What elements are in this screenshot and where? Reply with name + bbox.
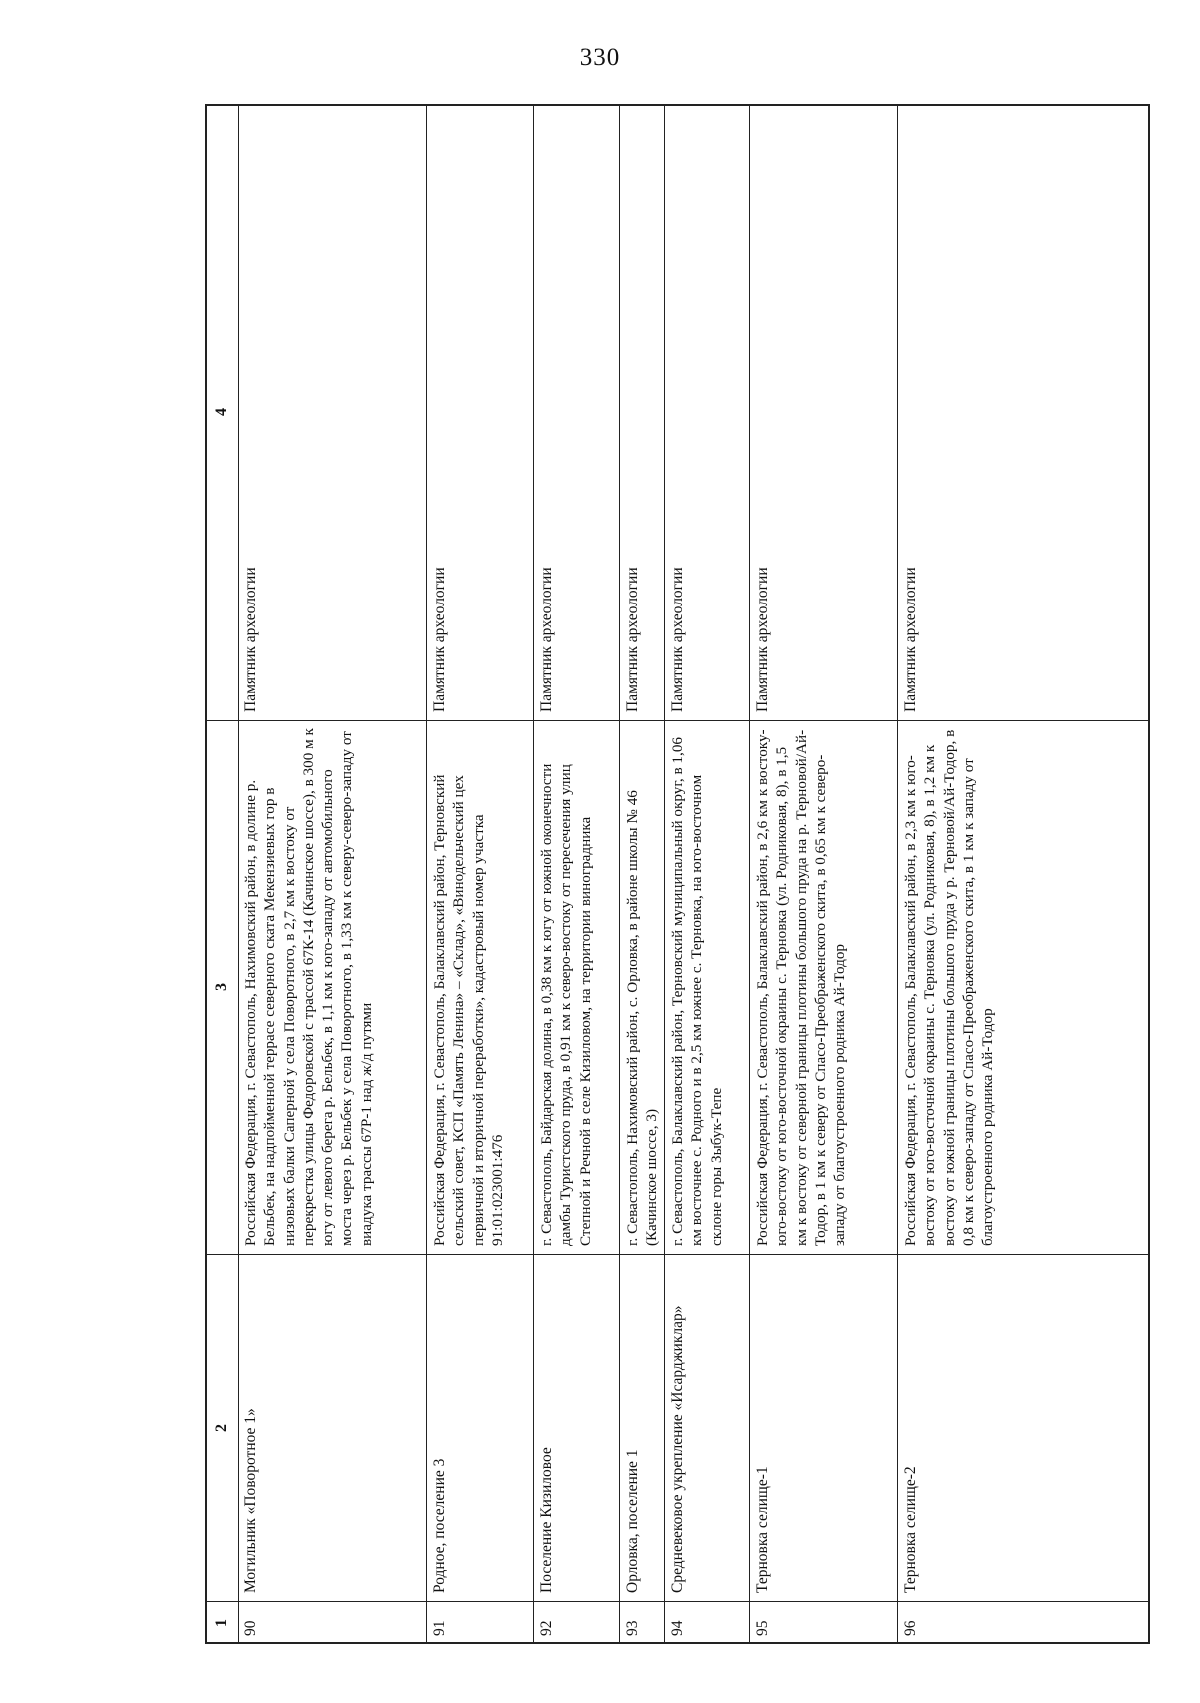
header-cell-3 bbox=[205, 720, 238, 1254]
monument-name-cell bbox=[750, 1254, 898, 1601]
monument-type-cell bbox=[238, 104, 427, 720]
monument-type-cell bbox=[427, 104, 534, 720]
monument-location: г. Севастополь, Байдарская долина, в 0,38 км к югу от южной оконечности дамбы Туристского пруда, в 0,91 км к северо-востоку от пересечения улиц Степной и Речной в селе Кизиловом, на территории виноградника bbox=[538, 763, 594, 1246]
monument-type-cell bbox=[534, 104, 620, 720]
monument-location-cell bbox=[665, 720, 750, 1254]
monument-type: Памятник археологии bbox=[902, 567, 919, 712]
row-number: 96 bbox=[902, 1620, 919, 1636]
monument-location-cell bbox=[620, 720, 665, 1254]
row-number: 91 bbox=[431, 1620, 448, 1636]
monument-name-cell bbox=[534, 1254, 620, 1601]
monument-name: Поселение Кизиловое bbox=[538, 1447, 555, 1593]
row-number: 92 bbox=[538, 1620, 555, 1636]
monument-location: Российская Федерация, г. Севастополь, Балаклавский район, в 2,3 км к юго-востоку от юго-восточной окраины с. Терновка (ул. Родниковая, 8), в 1,2 км к востоку от южной границы плотины большого пруда у р. Терновой/Ай-Тодор, в 0,8 км к северо-западу от Спасо-Преображенского скита, в 1 км к западу от благоустроенного родника Ай-Тодор bbox=[902, 729, 997, 1246]
row-number-cell bbox=[665, 1601, 750, 1644]
monument-location-cell bbox=[238, 720, 427, 1254]
monument-type: Памятник археологии bbox=[754, 567, 771, 712]
monument-location-cell bbox=[427, 720, 534, 1254]
monument-type: Памятник археологии bbox=[624, 567, 641, 712]
monument-name: Могильник «Поворотное 1» bbox=[242, 1408, 259, 1593]
monument-location: Российская Федерация, г. Севастополь, Нахимовский район, в долине р. Бельбек, на надпойменной террасе северного ската Мекензиевых гор в низовьях балки Саперной у села Поворотного, в 2,7 км к востоку от перекрестка улицы Федоровской с трассой 67К-14 (Качинское шоссе), в 300 м к югу от левого берега р. Бельбек, в 1,1 км к юго-западу от автомобильного моста через р. Бельбек у села Поворотного, в 1,33 км к северу-северо-западу от виадука трассы 67Р-1 над ж/д путями bbox=[242, 728, 375, 1246]
monument-location: Российская Федерация, г. Севастополь, Балаклавский район, в 2,6 км к востоку-юго-востоку от юго-восточной окраины с. Терновка (ул. Родниковая, 8), в 1,5 км к востоку от северной границы плотины большого пруда на р. Терновой/Ай-Тодор, в 1 км к северу от Спасо-Преображенского скита, в 0,65 км к северо-западу от благоустроенного родника Ай-Тодор bbox=[754, 729, 849, 1246]
column-header-4-label: 4 bbox=[212, 408, 230, 416]
monument-type: Памятник археологии bbox=[538, 567, 555, 712]
monument-type-cell bbox=[620, 104, 665, 720]
monument-location: г. Севастополь, Нахимовский район, с. Орловка, в районе школы № 46 (Качинское шоссе, 3) bbox=[624, 790, 661, 1246]
monument-type-cell bbox=[898, 104, 1150, 720]
monument-name: Терновка селище-2 bbox=[902, 1466, 919, 1593]
monument-location-cell bbox=[750, 720, 898, 1254]
monument-location: г. Севастополь, Балаклавский район, Терновский муниципальный округ, в 1,06 км восточнее с. Родного и в 2,5 км южнее с. Терновка, на юго-восточном склоне горы Зыбук-Тепе bbox=[669, 736, 725, 1246]
monument-type: Памятник археологии bbox=[431, 567, 448, 712]
monument-name-cell bbox=[898, 1254, 1150, 1601]
row-number-cell bbox=[534, 1601, 620, 1644]
column-header-3: 3 bbox=[212, 983, 230, 991]
row-number: 93 bbox=[624, 1620, 641, 1636]
monument-location-cell bbox=[534, 720, 620, 1254]
row-number: 94 bbox=[669, 1620, 686, 1636]
monument-name-cell bbox=[665, 1254, 750, 1601]
column-header-1: 1 bbox=[212, 1618, 230, 1627]
header-cell-4 bbox=[205, 104, 238, 720]
row-number-cell bbox=[427, 1601, 534, 1644]
column-header-2: 2 bbox=[212, 1423, 230, 1432]
row-number-cell bbox=[750, 1601, 898, 1644]
row-number-cell bbox=[620, 1601, 665, 1644]
monument-name: Терновка селище-1 bbox=[754, 1466, 771, 1593]
monument-location: Российская Федерация, г. Севастополь, Балаклавский район, Терновский сельский совет, КСП «Память Ленина» – «Склад», «Винодельческий цех первичной и вторичной переработки», кадастровый номер участка 91:01:023001:476 bbox=[431, 774, 506, 1246]
monument-type-cell bbox=[665, 104, 750, 720]
monument-name-cell bbox=[427, 1254, 534, 1601]
monument-name-cell bbox=[620, 1254, 665, 1601]
header-cell-1 bbox=[205, 1601, 238, 1644]
page-number-label: 330 bbox=[579, 44, 621, 71]
monument-name: Средневековое укрепление «Исарджиклар» bbox=[669, 1305, 686, 1593]
row-number: 90 bbox=[242, 1620, 259, 1636]
monument-type-cell bbox=[750, 104, 898, 720]
header-cell-2 bbox=[205, 1254, 238, 1601]
row-number-cell bbox=[898, 1601, 1150, 1644]
monument-name: Орловка, поселение 1 bbox=[624, 1449, 641, 1593]
monument-type: Памятник археологии bbox=[669, 567, 686, 712]
monument-name-cell bbox=[238, 1254, 427, 1601]
monument-location-cell bbox=[898, 720, 1150, 1254]
row-number: 95 bbox=[754, 1620, 771, 1636]
row-number-cell bbox=[238, 1601, 427, 1644]
monument-name: Родное, поселение 3 bbox=[431, 1458, 448, 1593]
monument-type: Памятник археологии bbox=[242, 567, 259, 712]
